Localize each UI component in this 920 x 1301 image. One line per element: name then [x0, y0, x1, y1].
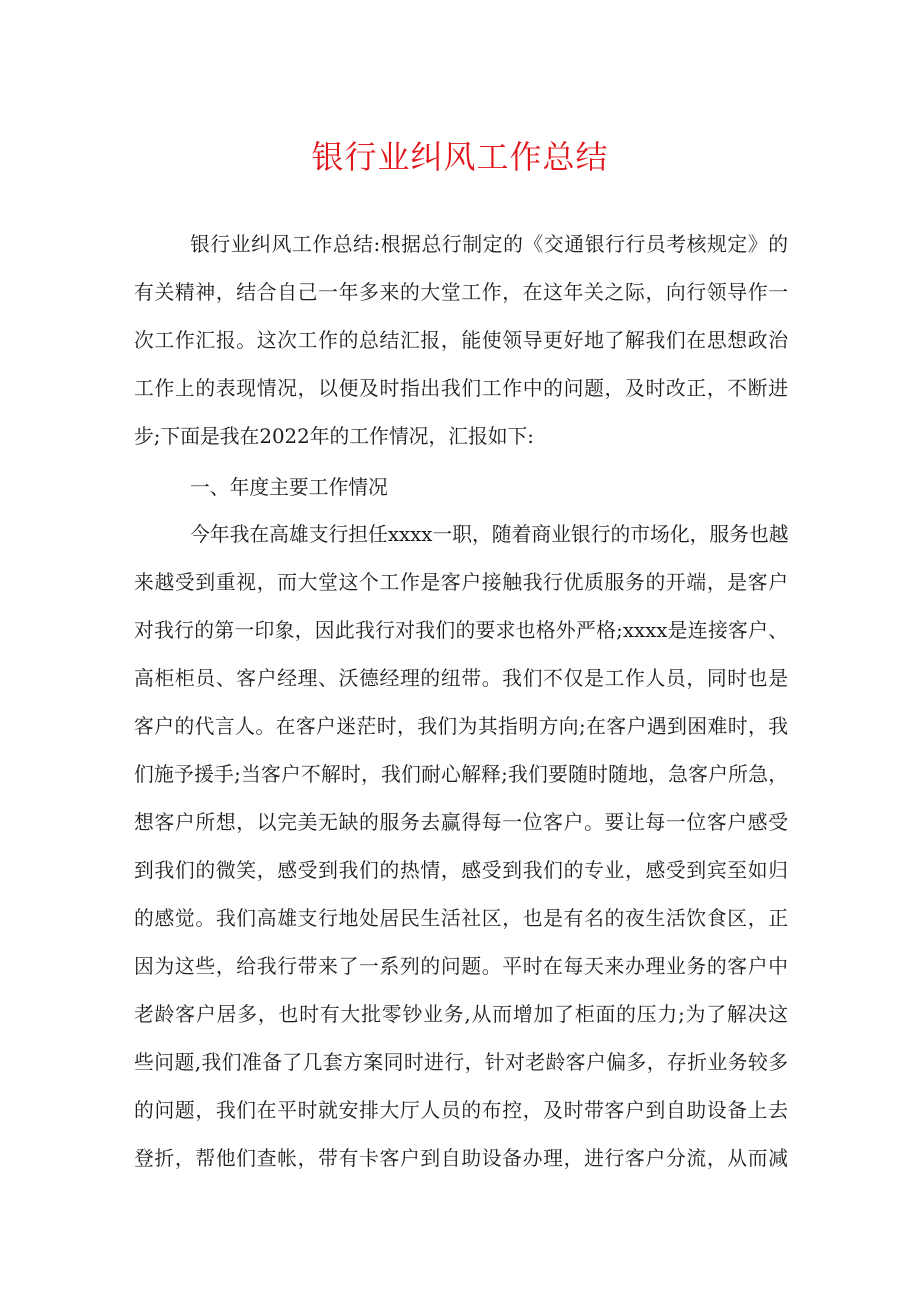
paragraph-line: 想客户所想，以完美无缺的服务去赢得每一位客户。要让每一位客户感受: [134, 811, 788, 834]
paragraph-line: 到我们的微笑，感受到我们的热情，感受到我们的专业，感受到宾至如归: [134, 859, 788, 882]
document-title: 银行业纠风工作总结: [311, 138, 609, 176]
section-heading: 一、年度主要工作情况: [190, 476, 388, 499]
paragraph-line: 因为这些，给我行带来了一系列的问题。平时在每天来办理业务的客户中: [134, 955, 788, 978]
paragraph-line: 有关精神，结合自己一年多来的大堂工作，在这年关之际，向行领导作一: [134, 281, 788, 304]
paragraph-line: 对我行的第一印象，因此我行对我们的要求也格外严格;xxxx是连接客户、: [134, 619, 788, 642]
paragraph-line: 客户的代言人。在客户迷茫时，我们为其指明方向;在客户遇到困难时，我: [134, 715, 788, 738]
paragraph-line: 老龄客户居多，也时有大批零钞业务,从而增加了柜面的压力;为了解决这: [134, 1003, 788, 1026]
paragraph-line: 步;下面是我在2022年的工作情况，汇报如下:: [134, 425, 534, 448]
paragraph-line: 今年我在高雄支行担任xxxx一职，随着商业银行的市场化，服务也越: [190, 523, 789, 546]
paragraph-line: 工作上的表现情况，以便及时指出我们工作中的问题，及时改正，不断进: [134, 377, 788, 400]
paragraph-line: 来越受到重视，而大堂这个工作是客户接触我行优质服务的开端，是客户: [134, 571, 788, 594]
paragraph-line: 的感觉。我们高雄支行地处居民生活社区，也是有名的夜生活饮食区，正: [134, 907, 788, 930]
paragraph-line: 高柜柜员、客户经理、沃德经理的纽带。我们不仅是工作人员，同时也是: [134, 667, 788, 690]
paragraph-line: 次工作汇报。这次工作的总结汇报，能使领导更好地了解我们在思想政治: [134, 329, 788, 352]
paragraph-line: 们施予援手;当客户不解时，我们耐心解释;我们要随时随地，急客户所急，: [134, 763, 788, 786]
paragraph-line: 登折，帮他们查帐，带有卡客户到自助设备办理，进行客户分流，从而减: [134, 1147, 788, 1170]
paragraph-line: 的问题，我们在平时就安排大厅人员的布控，及时带客户到自助设备上去: [134, 1099, 788, 1122]
paragraph-line: 些问题,我们准备了几套方案同时进行，针对老龄客户偏多，存折业务较多: [134, 1051, 788, 1074]
paragraph-line: 银行业纠风工作总结:根据总行制定的《交通银行行员考核规定》的: [190, 233, 788, 256]
